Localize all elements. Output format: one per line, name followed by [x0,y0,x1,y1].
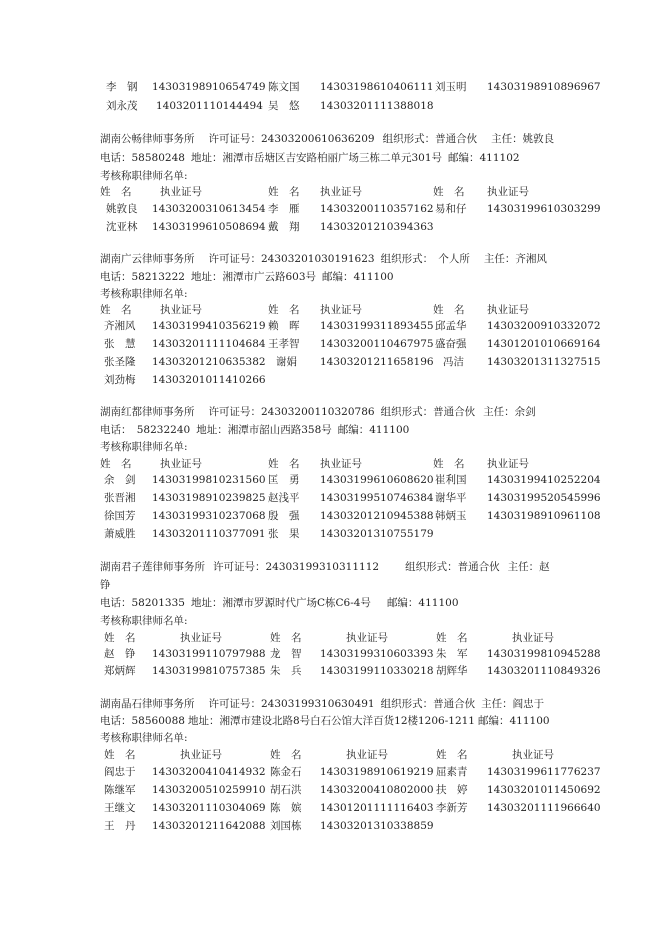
firm-header [100,251,547,267]
director: 主任：余剑 [483,406,536,418]
list-label: 考核称职律师名单: [100,441,188,453]
lawyer-name: 陈 嫔 [270,802,302,814]
license-number: 14303200910332072 [487,320,601,332]
lawyer-name: 王继文 [104,802,136,814]
address: 地址：湘潭市岳塘区吉安路柏丽广场三栋二单元301号 [190,152,442,164]
address: 地址：湘潭市广云路603号 [190,271,316,283]
license-number: 14303200410802000 [320,784,434,796]
address: 地址：湘潭市韶山西路358号 [196,424,332,436]
license-number: 14303199410356219 [152,320,266,332]
phone: 电话： 58232240 [100,424,191,436]
license-number: 许可证号：24303200610636209 [208,133,375,145]
firm-contact [100,713,550,729]
license-number: 14303201011450692 [487,784,601,796]
lawyer-name: 扶 婷 [436,784,468,796]
postcode: 邮编：411100 [478,715,550,727]
license-number: 14303199310237068 [152,510,266,522]
firm-name: 湖南君子莲律师事务所 [100,561,205,573]
lawyer-name: 阎忠于 [104,766,136,778]
header-name: 姓 名 [436,749,468,761]
firm-contact [100,269,394,285]
firm-name: 湖南广云律师事务所 [100,253,195,265]
lawyer-name: 胡辉华 [436,665,468,677]
lawyer-name: 刘永茂 [106,100,138,112]
license-number: 14303201211658196 [320,356,434,368]
firm-name: 湖南晶石律师事务所 [100,698,195,710]
header-license: 执业证号 [320,186,362,198]
license-number: 14303198610406111 [320,81,434,93]
lawyer-name: 朱 军 [436,648,468,660]
postcode: 邮编：411100 [322,271,394,283]
lawyer-name: 盛奋强 [435,338,467,350]
license-number: 14303201111388018 [320,100,434,112]
lawyer-name: 张晋湘 [104,492,136,504]
license-number: 14303201210394363 [320,221,434,233]
list-label: 考核称职律师名单: [100,732,188,744]
header-name: 姓 名 [433,458,465,470]
lawyer-name: 齐湘风 [104,320,136,332]
license-number: 14303198910961108 [487,510,601,522]
lawyer-name: 陈继军 [104,784,136,796]
license-number: 许可证号：24303200110320786 [208,406,375,418]
header-name: 姓 名 [100,458,132,470]
lawyer-name: 冯洁 [443,356,464,368]
firm-name: 湖南公畅律师事务所 [100,133,195,145]
firm-header [100,131,554,147]
license-number: 许可证号：24303199310630491 [208,698,375,710]
header-license: 执业证号 [346,749,388,761]
lawyer-name: 张 果 [268,528,300,540]
license-number: 14303199310603393 [320,648,434,660]
license-number: 14303201211642088 [152,820,266,832]
license-number: 14303199810945288 [487,648,601,660]
license-number: 14303201210945388 [320,510,434,522]
license-number: 14303199610303299 [487,203,601,215]
license-number: 14303199110797988 [152,648,266,660]
license-number: 14303198910239825 [152,492,266,504]
lawyer-name: 刘玉明 [435,81,467,93]
address: 地址：湘潭市建设北路8号白石公馆大洋百货12楼1206-1211 [187,715,475,727]
lawyer-name: 陈金石 [270,766,302,778]
org-form: 组织形式：普通合伙 [380,698,476,710]
lawyer-name: 屈素青 [436,766,468,778]
org-form: 组织形式： 个人所 [380,253,470,265]
license-number: 14303200310613454 [152,203,266,215]
header-license: 执业证号 [512,749,554,761]
lawyer-name: 韩炳玉 [435,510,467,522]
lawyer-name: 赵 铮 [104,648,136,660]
firm-header [100,559,550,575]
license-number: 14303200510259910 [152,784,266,796]
lawyer-name: 吴 悠 [268,100,300,112]
header-name: 姓 名 [100,186,132,198]
header-license: 执业证号 [487,458,529,470]
lawyer-name: 陈文国 [268,81,300,93]
lawyer-name: 张圣隆 [104,356,136,368]
lawyer-name: 李 钢 [106,81,138,93]
license-number: 14303199611776237 [487,766,601,778]
license-number: 14303200410414932 [152,766,266,778]
lawyer-name: 谢华平 [435,492,467,504]
list-label: 考核称职律师名单: [100,170,188,182]
header-license: 执业证号 [160,458,202,470]
phone: 电话：58580248 [100,152,185,164]
header-license: 执业证号 [320,458,362,470]
license-number: 14303200110357162 [320,203,434,215]
firm-contact [100,595,459,611]
firm-header [100,696,544,712]
phone: 电话：58560088 [100,715,185,727]
header-name: 姓 名 [268,304,300,316]
license-number: 14303201110849326 [487,665,601,677]
lawyer-name: 姚敦良 [106,203,138,215]
license-number: 14303201111104684 [152,338,266,350]
director: 主任：齐湘风 [483,253,547,265]
lawyer-name: 戴 翔 [268,221,300,233]
header-name: 姓 名 [270,749,302,761]
org-form: 组织形式：普通合伙 [382,133,478,145]
lawyer-name: 赖 晖 [268,320,300,332]
header-license: 执业证号 [487,186,529,198]
lawyer-name: 余 剑 [104,474,136,486]
lawyer-name: 郑炳辉 [104,665,136,677]
license-number: 14303201310755179 [320,528,434,540]
license-number: 14303198910896967 [487,81,601,93]
license-number: 14303200110467975 [320,338,434,350]
director: 主任：姚敦良 [491,133,555,145]
lawyer-name: 李新芳 [436,802,468,814]
firm-contact [100,422,409,438]
lawyer-name: 王 丹 [104,820,136,832]
license-number: 14303198910619219 [320,766,434,778]
phone: 电话：58201335 [100,597,185,609]
lawyer-name: 匡 勇 [268,474,300,486]
license-number: 14303201011410266 [152,374,266,386]
firm-header [100,404,536,420]
lawyer-name: 谢娟 [276,356,297,368]
firm-name: 湖南红都律师事务所 [100,406,195,418]
license-number: 14301201111116403 [320,802,434,814]
postcode: 邮编：411100 [386,597,459,609]
license-number: 14303201110304069 [152,802,266,814]
list-label: 考核称职律师名单: [100,288,188,300]
license-number: 14303198910654749 [152,81,266,93]
license-number: 14303199810757385 [152,665,266,677]
header-license: 执业证号 [180,632,222,644]
lawyer-name: 赵浅平 [268,492,300,504]
license-number: 14303201210635382 [152,356,266,368]
org-form: 组织形式：普通合伙 [405,561,500,573]
license-number: 14303199510746384 [320,492,434,504]
lawyer-name: 萧威胜 [104,528,136,540]
address: 地址：湘潭市罗源时代广场C栋C6-4号 [190,597,371,609]
license-number: 14303199610608620 [320,474,434,486]
lawyer-name: 刘劲梅 [104,374,136,386]
lawyer-name: 殷 强 [268,510,300,522]
director: 主任：赵 [507,561,550,573]
header-name: 姓 名 [433,304,465,316]
license-number: 14303199110330218 [320,665,434,677]
header-license: 执业证号 [160,186,202,198]
lawyer-name: 崔利国 [435,474,467,486]
header-license: 执业证号 [160,304,202,316]
header-license: 执业证号 [320,304,362,316]
lawyer-name: 易和仔 [435,203,467,215]
header-name: 姓 名 [104,632,136,644]
license-number: 1403201110144494 [156,100,263,112]
license-number: 许可证号：24303201030191623 [208,253,375,265]
license-number: 14303201310338859 [320,820,434,832]
director: 主任：阎忠于 [481,698,545,710]
header-name: 姓 名 [270,632,302,644]
lawyer-name: 徐国芳 [104,510,136,522]
lawyer-name: 邱孟华 [435,320,467,332]
lawyer-name: 朱 兵 [270,665,302,677]
license-number: 14301201010669164 [487,338,601,350]
header-name: 姓 名 [100,304,132,316]
header-name: 姓 名 [433,186,465,198]
header-license: 执业证号 [487,304,529,316]
license-number: 14303199610508694 [152,221,266,233]
director-continued: 铮 [100,579,111,591]
header-name: 姓 名 [268,186,300,198]
phone: 电话：58213222 [100,271,185,283]
lawyer-name: 李 雁 [268,203,300,215]
license-number: 14303201311327515 [487,356,601,368]
list-label: 考核称职律师名单: [100,615,188,627]
firm-contact [100,150,520,166]
license-number: 14303199810231560 [152,474,266,486]
header-name: 姓 名 [268,458,300,470]
lawyer-name: 刘国栋 [270,820,302,832]
header-license: 执业证号 [512,632,554,644]
header-license: 执业证号 [346,632,388,644]
lawyer-name: 龙 智 [270,648,302,660]
license-number: 许可证号：24303199310311112 [213,561,380,573]
lawyer-name: 胡石洪 [270,784,302,796]
license-number: 14303201111966640 [487,802,601,814]
postcode: 邮编：411102 [448,152,520,164]
lawyer-name: 沈亚林 [106,221,138,233]
header-license: 执业证号 [180,749,222,761]
license-number: 14303199520545996 [487,492,601,504]
header-name: 姓 名 [104,749,136,761]
lawyer-name: 张 慧 [104,338,136,350]
postcode: 邮编：411100 [337,424,410,436]
org-form: 组织形式：普通合伙 [380,406,476,418]
license-number: 14303199410252204 [487,474,601,486]
license-number: 14303199311893455 [320,320,434,332]
license-number: 14303201110377091 [152,528,266,540]
header-name: 姓 名 [436,632,468,644]
lawyer-name: 王孝智 [268,338,300,350]
